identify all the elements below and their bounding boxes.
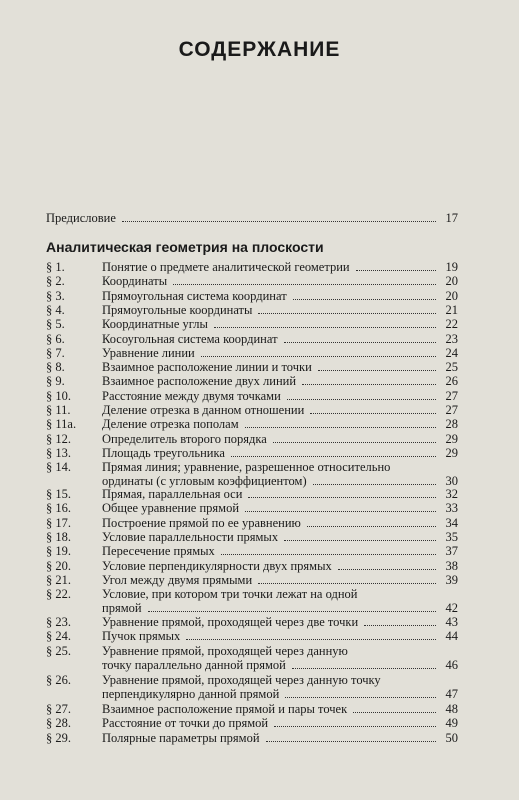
toc-entry-number: § 28. xyxy=(46,716,71,731)
toc-entry-title: Предисловие xyxy=(46,211,116,225)
dot-leader xyxy=(310,413,436,414)
dot-leader xyxy=(214,327,436,328)
toc-entry-number: § 19. xyxy=(46,544,71,559)
toc-entry-title: Уравнение прямой, проходящей через данную xyxy=(102,644,348,658)
toc-entry-14 xyxy=(46,460,458,474)
toc-entry-page: 26 xyxy=(445,374,458,389)
toc-entry xyxy=(46,432,458,446)
toc-entry-title: Условие параллельности прямых xyxy=(102,529,279,544)
toc-entry-title: Деление отрезка пополам xyxy=(102,417,239,432)
toc-entry xyxy=(46,530,458,544)
toc-entry-number: § 1. xyxy=(46,260,65,274)
toc-entry xyxy=(46,417,458,431)
toc-entry-number: § 10. xyxy=(46,388,71,403)
toc-entry xyxy=(46,716,458,730)
page-title: СОДЕРЖАНИЕ xyxy=(178,38,341,61)
toc-entry-page: 47 xyxy=(445,687,458,701)
toc-entry xyxy=(46,260,458,274)
toc-entry-title: Уравнение прямой, проходящей через две точки xyxy=(102,615,359,629)
toc-entry xyxy=(46,389,458,403)
toc-entry-page: 28 xyxy=(445,417,458,432)
toc-entry-22-cont xyxy=(102,601,458,615)
toc-entry-title: Пучок прямых xyxy=(102,629,181,644)
toc-entry xyxy=(46,487,458,501)
toc-entry-number: § 6. xyxy=(46,331,65,346)
dot-leader xyxy=(266,741,436,742)
toc-entry-number: § 18. xyxy=(46,529,71,544)
toc-entry-page: 24 xyxy=(445,345,458,360)
dot-leader xyxy=(201,356,436,357)
toc-entry-page: 42 xyxy=(445,601,458,615)
toc-entry-page: 22 xyxy=(445,317,458,332)
toc-entry-title: Общее уравнение прямой xyxy=(102,501,240,516)
dot-leader xyxy=(173,284,436,285)
dot-leader xyxy=(186,639,436,640)
toc-entry-26-cont xyxy=(102,687,458,701)
dot-leader xyxy=(258,583,436,584)
toc-entry-22 xyxy=(46,587,458,601)
toc-entry xyxy=(46,559,458,573)
toc-entry-page: 33 xyxy=(445,501,458,516)
toc-entry-title: Полярные параметры прямой xyxy=(102,730,260,745)
toc-entry-page: 19 xyxy=(445,260,458,274)
toc-entry-page: 17 xyxy=(445,211,458,225)
toc-entry xyxy=(46,501,458,515)
dot-leader xyxy=(248,497,436,498)
toc-entry-title-cont: точку параллельно данной прямой xyxy=(102,658,286,672)
toc-entry-page: 46 xyxy=(445,658,458,672)
toc-entry xyxy=(46,332,458,346)
toc-entry-page: 23 xyxy=(445,331,458,346)
toc-entry xyxy=(46,403,458,417)
toc-entry-title: Угол между двумя прямыми xyxy=(102,572,253,587)
toc-entry-25 xyxy=(46,644,458,658)
toc-entry-title: Пересечение прямых xyxy=(102,544,215,559)
toc-entry-number: § 11. xyxy=(46,403,71,417)
toc-entry-page: 29 xyxy=(445,445,458,460)
toc-entry-title: Взаимное расположение прямой и пары точек xyxy=(102,702,348,716)
toc-entry-page: 32 xyxy=(445,487,458,501)
toc-entry-title: Взаимное расположение двух линий xyxy=(102,374,297,389)
toc-entry xyxy=(46,615,458,629)
toc-entry-number: § 4. xyxy=(46,302,65,317)
toc-entry-page: 35 xyxy=(445,529,458,544)
toc-entry-number: § 17. xyxy=(46,515,71,530)
dot-leader xyxy=(338,569,436,570)
dot-leader xyxy=(356,270,436,271)
dot-leader xyxy=(258,313,436,314)
toc-entry-title-cont: ординаты (с угловым коэффициентом) xyxy=(102,474,307,488)
toc-entry-number: § 11а. xyxy=(46,417,77,432)
toc-entry-page: 27 xyxy=(445,403,458,417)
toc-entry xyxy=(46,629,458,643)
toc-entry-number: § 16. xyxy=(46,501,71,516)
toc-entry-preface xyxy=(46,211,458,225)
dot-leader xyxy=(318,370,436,371)
toc-entry-number: § 5. xyxy=(46,317,65,332)
toc-entry-page: 39 xyxy=(445,572,458,587)
dot-leader xyxy=(273,442,436,443)
dot-leader xyxy=(364,625,436,626)
toc-entry xyxy=(46,544,458,558)
toc-entry-title: Построение прямой по ее уравнению xyxy=(102,515,301,530)
toc-entry xyxy=(46,731,458,745)
toc-entry-title: Косоугольная система координат xyxy=(102,331,278,346)
toc-entry-number: § 8. xyxy=(46,360,65,375)
toc-entry-page: 49 xyxy=(445,716,458,731)
toc-entry-title-cont: прямой xyxy=(102,601,142,615)
toc-entry xyxy=(46,516,458,530)
toc-entry-title: Понятие о предмете аналитической геометрии xyxy=(102,260,350,274)
toc-entry xyxy=(46,274,458,288)
toc-entry-number: § 12. xyxy=(46,431,71,446)
dot-leader xyxy=(287,399,436,400)
toc-entry-number: § 13. xyxy=(46,445,71,460)
toc-entry-title: Прямая линия; уравнение, разрешенное относительно xyxy=(102,460,391,474)
dot-leader xyxy=(231,456,436,457)
toc-entry-page: 44 xyxy=(445,629,458,644)
toc-entry-page: 21 xyxy=(445,302,458,317)
toc-entry-number: § 29. xyxy=(46,730,71,745)
dot-leader xyxy=(274,726,436,727)
dot-leader xyxy=(245,511,436,512)
toc-entry xyxy=(46,317,458,331)
toc-entry-page: 50 xyxy=(445,730,458,745)
toc-entry xyxy=(46,303,458,317)
toc-entry-page: 25 xyxy=(445,360,458,375)
toc-entry-number: § 20. xyxy=(46,558,71,573)
toc-entry-title: Взаимное расположение линии и точки xyxy=(102,360,312,375)
dot-leader xyxy=(293,299,436,300)
toc-entry-number: § 22. xyxy=(46,587,71,601)
toc-entry-page: 38 xyxy=(445,558,458,573)
toc-entry-number: § 3. xyxy=(46,288,65,303)
toc-entry-title: Прямоугольная система координат xyxy=(102,288,287,303)
toc-entry-number: § 9. xyxy=(46,374,65,389)
dot-leader xyxy=(353,712,436,713)
toc-entry-title: Определитель второго порядка xyxy=(102,431,267,446)
toc-entry xyxy=(46,446,458,460)
toc-entry-number: § 26. xyxy=(46,673,71,687)
dot-leader xyxy=(284,342,436,343)
toc-entry-title: Условие перпендикулярности двух прямых xyxy=(102,558,332,573)
toc-entry-number: § 7. xyxy=(46,345,65,360)
toc-entry xyxy=(46,374,458,388)
toc-entry-page: 48 xyxy=(445,702,458,716)
toc-entry-number: § 25. xyxy=(46,644,71,658)
toc-entry-title: Расстояние между двумя точками xyxy=(102,388,281,403)
toc-entry-title: Деление отрезка в данном отношении xyxy=(102,403,305,417)
dot-leader xyxy=(285,697,436,698)
toc-entry-page: 29 xyxy=(445,431,458,446)
toc-entry xyxy=(46,346,458,360)
toc-entry-title: Прямая, параллельная оси xyxy=(102,487,243,501)
toc-entry-number: § 27. xyxy=(46,702,71,716)
toc-entry-page: 37 xyxy=(445,544,458,559)
toc-entry-number: § 23. xyxy=(46,615,71,629)
toc-entry-title: Площадь треугольника xyxy=(102,445,225,460)
dot-leader xyxy=(307,526,436,527)
toc-entry-page: 27 xyxy=(445,388,458,403)
dot-leader xyxy=(148,611,436,612)
dot-leader xyxy=(284,540,436,541)
toc-entry xyxy=(46,702,458,716)
toc-entry-number: § 14. xyxy=(46,460,71,474)
toc-entry-number: § 2. xyxy=(46,274,65,289)
toc-entry-title: Расстояние от точки до прямой xyxy=(102,716,269,731)
dot-leader xyxy=(302,384,436,385)
toc-entry xyxy=(46,573,458,587)
section-title: Аналитическая геометрия на плоскости xyxy=(46,239,324,255)
dot-leader xyxy=(313,484,436,485)
toc-entry-title: Уравнение прямой, проходящей через данную точку xyxy=(102,673,381,687)
toc-entry-title: Координатные углы xyxy=(102,317,208,332)
toc-entry-title: Условие, при котором три точки лежат на одной xyxy=(102,587,358,601)
toc-entry-title: Прямоугольные координаты xyxy=(102,302,253,317)
toc-entry-title: Уравнение линии xyxy=(102,345,195,360)
toc-entry-26 xyxy=(46,673,458,687)
dot-leader xyxy=(221,554,436,555)
dot-leader xyxy=(122,221,436,222)
toc-entry-14-cont xyxy=(102,474,458,488)
toc-entry-page: 43 xyxy=(445,615,458,629)
toc-entry-page: 20 xyxy=(445,288,458,303)
dot-leader xyxy=(292,668,436,669)
toc-entry-number: § 21. xyxy=(46,572,71,587)
dot-leader xyxy=(245,427,436,428)
toc-entry-number: § 15. xyxy=(46,487,71,501)
toc-entry-page: 30 xyxy=(445,474,458,488)
toc-entry-title: Координаты xyxy=(102,274,168,289)
toc-entry-page: 34 xyxy=(445,515,458,530)
toc-entry-title-cont: перпендикулярно данной прямой xyxy=(102,687,280,701)
toc-entry xyxy=(46,289,458,303)
toc-entry xyxy=(46,360,458,374)
toc-entry-25-cont xyxy=(102,658,458,672)
toc-entry-number: § 24. xyxy=(46,629,71,644)
toc-entry-page: 20 xyxy=(445,274,458,289)
